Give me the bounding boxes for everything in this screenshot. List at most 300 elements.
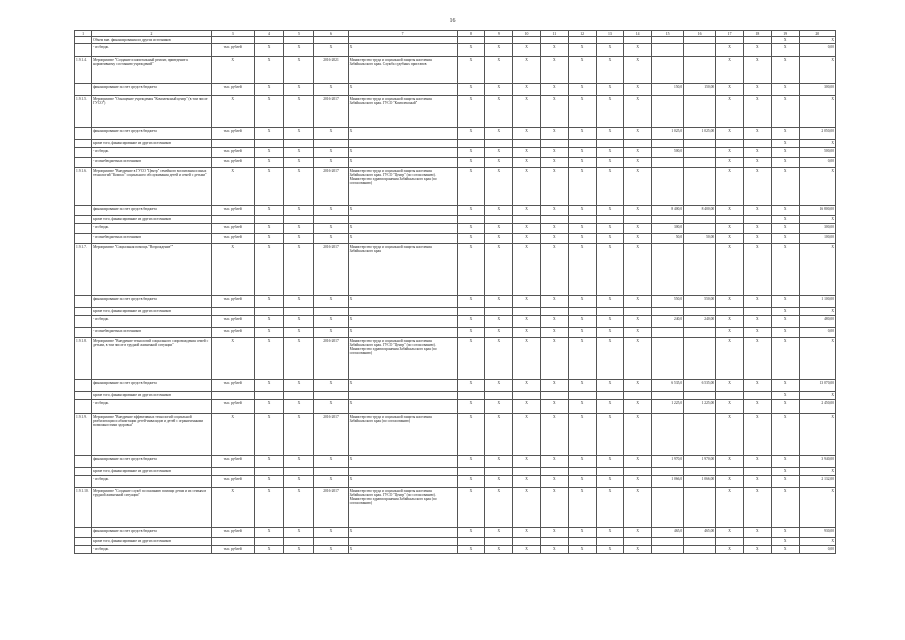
table-cell: Мероприятие "Внедрение эффективных технологий социальной реабилитации и абилитации детей-инвалидов и детей с ограниченными возможностями здоровья" — [92, 414, 212, 456]
table-cell — [485, 37, 513, 44]
table-cell — [716, 140, 744, 148]
table-cell: 150,00 — [684, 84, 716, 96]
table-cell — [652, 168, 684, 206]
table-cell: Х — [771, 158, 799, 168]
table-cell: Мероприятие "Социальная помощь "Возрождение"" — [92, 244, 212, 296]
table-cell — [684, 96, 716, 128]
table-cell: Х — [540, 488, 568, 528]
table-cell: Х — [284, 148, 314, 158]
table-cell: Х — [254, 546, 284, 554]
table-cell: Х — [716, 224, 744, 234]
table-cell: Х — [513, 328, 541, 338]
table-cell — [485, 392, 513, 400]
table-cell — [540, 308, 568, 316]
table-cell: Х — [457, 224, 485, 234]
table-cell: Х — [314, 296, 348, 308]
table-cell: Министерство труда и социальной защиты населения Забайкальского края. ГУСО "Центр" (по согласованию). Министерство здравоохранения Забайкальского края (по согласованию) — [348, 488, 457, 528]
table-cell: Х — [568, 476, 596, 488]
table-cell — [457, 468, 485, 476]
table-cell — [684, 224, 716, 234]
header-cell: 3 — [211, 31, 254, 37]
table-cell: 6 535,0 — [652, 380, 684, 392]
table-row — [75, 234, 836, 244]
table-cell: Х — [254, 338, 284, 380]
table-cell — [513, 392, 541, 400]
table-cell: Х — [624, 57, 652, 84]
table-cell: Х — [513, 528, 541, 538]
table-cell: 1 225,0 — [652, 400, 684, 414]
table-cell: Х — [457, 456, 485, 468]
table-cell: Х — [771, 392, 799, 400]
table-cell: Мероприятие "Внедрение в ГУСО "Центр" семейного воспитания и иных технологий "Компас" социального обслуживания детей и семей с детьми" — [92, 168, 212, 206]
table-cell: Х — [211, 338, 254, 380]
table-cell: Х — [513, 338, 541, 380]
table-cell: - из бюдж. — [92, 546, 212, 554]
table-cell — [254, 392, 284, 400]
table-cell: Х — [743, 168, 771, 206]
table-cell — [348, 308, 457, 316]
table-cell: 13 070,00 — [799, 380, 835, 392]
table-cell: кроме того, финансирование из других источников — [92, 392, 212, 400]
table-cell: Х — [624, 400, 652, 414]
table-cell: Х — [314, 316, 348, 328]
table-cell: Х — [716, 414, 744, 456]
table-cell: Х — [457, 414, 485, 456]
table-cell: Х — [743, 456, 771, 468]
table-cell: Х — [568, 414, 596, 456]
table-cell — [211, 37, 254, 44]
table-cell: Х — [284, 380, 314, 392]
table-cell: Х — [624, 128, 652, 140]
table-cell: Х — [348, 224, 457, 234]
table-cell: 1 970,0 — [652, 456, 684, 468]
table-cell: Х — [211, 244, 254, 296]
table-cell — [254, 37, 284, 44]
table-cell: Х — [596, 328, 624, 338]
table-cell: Х — [716, 244, 744, 296]
table-cell: 1 066,00 — [684, 476, 716, 488]
table-cell: Х — [314, 328, 348, 338]
table-row — [75, 392, 836, 400]
table-cell: Х — [284, 546, 314, 554]
table-cell: Х — [485, 328, 513, 338]
table-cell — [684, 414, 716, 456]
table-cell: Х — [568, 488, 596, 528]
table-cell: Х — [284, 296, 314, 308]
table-cell: Х — [540, 546, 568, 554]
table-cell — [596, 216, 624, 224]
table-cell: Х — [314, 234, 348, 244]
table-row — [75, 296, 836, 308]
table-cell: 0,00 — [799, 158, 835, 168]
table-cell: Х — [513, 546, 541, 554]
table-cell: Х — [743, 528, 771, 538]
table-cell — [568, 216, 596, 224]
table-cell: Х — [596, 57, 624, 84]
table-cell: Х — [716, 400, 744, 414]
table-cell — [624, 140, 652, 148]
table-cell: Х — [799, 244, 835, 296]
table-cell: Х — [716, 328, 744, 338]
table-cell — [568, 308, 596, 316]
table-cell — [75, 392, 92, 400]
table-cell — [652, 140, 684, 148]
table-cell: Х — [211, 96, 254, 128]
table-cell: Х — [284, 44, 314, 57]
table-cell — [652, 244, 684, 296]
table-cell: Х — [568, 316, 596, 328]
table-cell: Х — [771, 528, 799, 538]
table-cell: Х — [716, 476, 744, 488]
table-row — [75, 328, 836, 338]
table-cell: тыс. рублей — [211, 148, 254, 158]
table-cell: Х — [254, 128, 284, 140]
table-cell — [485, 308, 513, 316]
table-cell: тыс. рублей — [211, 296, 254, 308]
table-cell: Х — [254, 488, 284, 528]
table-cell: Х — [771, 216, 799, 224]
table-cell — [652, 308, 684, 316]
table-cell — [684, 338, 716, 380]
table-cell — [568, 392, 596, 400]
table-cell: Х — [771, 488, 799, 528]
table-cell — [284, 37, 314, 44]
table-cell: Х — [314, 206, 348, 216]
table-cell: Х — [540, 96, 568, 128]
table-cell: 8 400,00 — [684, 206, 716, 216]
table-cell: 1.9.1.4. — [75, 57, 92, 84]
table-cell — [211, 538, 254, 546]
table-cell: Х — [348, 296, 457, 308]
table-cell: 500,0 — [652, 148, 684, 158]
table-cell — [284, 538, 314, 546]
table-cell: 2016-2017 — [314, 96, 348, 128]
table-cell — [716, 392, 744, 400]
table-cell: Х — [716, 44, 744, 57]
table-cell: Х — [743, 84, 771, 96]
table-cell: Министерство труда и социальной защиты населения Забайкальского края. ГУСО "Комплексный" — [348, 96, 457, 128]
table-cell: тыс. рублей — [211, 400, 254, 414]
table-cell: Х — [596, 528, 624, 538]
table-cell: Х — [457, 57, 485, 84]
table-cell: Х — [457, 296, 485, 308]
table-cell: 480,00 — [799, 316, 835, 328]
table-cell: Х — [284, 168, 314, 206]
table-cell: Х — [348, 400, 457, 414]
table-cell — [485, 216, 513, 224]
table-cell: Х — [254, 168, 284, 206]
table-cell — [652, 488, 684, 528]
table-cell: Х — [348, 158, 457, 168]
table-cell — [716, 308, 744, 316]
table-cell: Х — [540, 128, 568, 140]
table-cell: Х — [284, 338, 314, 380]
table-cell: Х — [284, 528, 314, 538]
data-table — [74, 30, 836, 554]
table-cell: Х — [568, 234, 596, 244]
table-cell: Х — [568, 244, 596, 296]
table-cell: Х — [743, 400, 771, 414]
table-cell: тыс. рублей — [211, 44, 254, 57]
table-cell — [684, 57, 716, 84]
table-cell — [684, 392, 716, 400]
table-cell: Х — [799, 392, 835, 400]
table-cell: Х — [771, 538, 799, 546]
table-cell: Х — [513, 316, 541, 328]
table-cell — [684, 37, 716, 44]
table-cell: Х — [624, 84, 652, 96]
table-cell: Х — [284, 96, 314, 128]
table-cell: Х — [457, 244, 485, 296]
table-cell: Х — [568, 96, 596, 128]
table-cell: Х — [596, 414, 624, 456]
table-cell: - из внебюджетных источников — [92, 234, 212, 244]
table-cell: 240,0 — [652, 316, 684, 328]
table-cell — [457, 37, 485, 44]
table-cell: 1.9.1.10. — [75, 488, 92, 528]
table-cell: Х — [254, 476, 284, 488]
table-cell — [540, 37, 568, 44]
table-row — [75, 216, 836, 224]
table-cell: тыс. рублей — [211, 128, 254, 140]
table-cell — [596, 37, 624, 44]
table-cell: Х — [771, 328, 799, 338]
table-cell: Х — [485, 476, 513, 488]
table-cell — [743, 216, 771, 224]
table-cell: Х — [743, 206, 771, 216]
table-cell — [596, 308, 624, 316]
table-cell: Х — [457, 206, 485, 216]
table-cell: - из внебюджетных источников — [92, 158, 212, 168]
header-cell: 14 — [624, 31, 652, 37]
table-cell: 2016-2017 — [314, 338, 348, 380]
table-cell — [624, 468, 652, 476]
table-cell: Х — [457, 328, 485, 338]
table-cell: Х — [568, 128, 596, 140]
table-cell: Х — [716, 128, 744, 140]
table-cell: Х — [348, 546, 457, 554]
table-cell: 1.9.1.5. — [75, 96, 92, 128]
table-cell: - из бюдж. — [92, 316, 212, 328]
table-cell — [75, 84, 92, 96]
table-cell: Х — [771, 37, 799, 44]
table-cell: Х — [314, 224, 348, 234]
table-cell: Х — [624, 456, 652, 468]
table-cell — [716, 468, 744, 476]
table-cell: Х — [771, 546, 799, 554]
table-cell: Х — [457, 168, 485, 206]
table-cell: Х — [743, 148, 771, 158]
table-cell: Х — [771, 224, 799, 234]
table-cell: Х — [485, 296, 513, 308]
table-cell — [348, 37, 457, 44]
table-cell: 550,00 — [684, 296, 716, 308]
table-cell — [684, 168, 716, 206]
table-cell: Х — [513, 456, 541, 468]
table-cell: Х — [743, 328, 771, 338]
table-cell — [75, 44, 92, 57]
table-cell — [743, 468, 771, 476]
table-cell: - из бюдж. — [92, 224, 212, 234]
table-cell: Х — [211, 488, 254, 528]
table-cell: тыс. рублей — [211, 456, 254, 468]
table-cell: Х — [284, 234, 314, 244]
table-cell: финансирование за счет средств бюджета — [92, 528, 212, 538]
table-cell — [75, 148, 92, 158]
table-cell: Х — [254, 234, 284, 244]
table-cell — [596, 140, 624, 148]
table-cell — [513, 308, 541, 316]
table-cell: Х — [348, 380, 457, 392]
table-cell: Х — [716, 234, 744, 244]
table-cell: Х — [348, 84, 457, 96]
table-cell: 1 066,0 — [652, 476, 684, 488]
table-cell: Министерство труда и социальной защиты населения Забайкальского края. ГУСО "Центр" (по согласованию). Министерство здравоохранения Забайкальского края (по согласованию) — [348, 168, 457, 206]
header-cell: 6 — [314, 31, 348, 37]
table-cell: Х — [568, 158, 596, 168]
header-cell: 9 — [485, 31, 513, 37]
table-cell: Х — [771, 414, 799, 456]
table-row — [75, 488, 836, 528]
table-cell: Х — [624, 224, 652, 234]
table-cell: Х — [513, 296, 541, 308]
table-cell: 1.9.1.7. — [75, 244, 92, 296]
table-cell: Х — [485, 44, 513, 57]
table-cell: Х — [348, 316, 457, 328]
table-cell: Х — [284, 206, 314, 216]
table-cell — [254, 468, 284, 476]
table-cell: Х — [513, 158, 541, 168]
table-cell: тыс. рублей — [211, 224, 254, 234]
page-number: 16 — [449, 18, 456, 24]
table-cell — [684, 244, 716, 296]
table-cell: - из бюдж. — [92, 148, 212, 158]
table-cell: тыс. рублей — [211, 528, 254, 538]
table-cell: Х — [485, 456, 513, 468]
table-cell — [540, 468, 568, 476]
table-cell — [348, 468, 457, 476]
header-cell: 16 — [684, 31, 716, 37]
table-cell: Х — [254, 57, 284, 84]
table-cell: Х — [624, 234, 652, 244]
table-cell: 300,00 — [799, 84, 835, 96]
table-cell: Х — [457, 148, 485, 158]
table-cell: 2016-2017 — [314, 414, 348, 456]
table-cell: Х — [314, 456, 348, 468]
table-cell: Х — [513, 400, 541, 414]
table-cell — [652, 414, 684, 456]
table-cell: Х — [284, 414, 314, 456]
table-row — [75, 476, 836, 488]
table-cell: Х — [540, 456, 568, 468]
table-cell: Х — [716, 546, 744, 554]
table-cell — [314, 538, 348, 546]
table-cell: тыс. рублей — [211, 316, 254, 328]
table-cell: 465,0 — [652, 528, 684, 538]
table-cell: Х — [624, 96, 652, 128]
table-cell: Х — [540, 316, 568, 328]
table-cell — [716, 216, 744, 224]
table-cell: Х — [254, 380, 284, 392]
table-cell — [540, 140, 568, 148]
table-cell: Х — [716, 96, 744, 128]
table-cell: финансирование за счет средств бюджета — [92, 206, 212, 216]
table-row — [75, 400, 836, 414]
table-cell: Х — [284, 488, 314, 528]
table-cell: - из внебюджетных источников — [92, 328, 212, 338]
table-cell: Х — [485, 414, 513, 456]
table-cell: Министерство труда и социальной защиты населения Забайкальского края. ГУСО "Центр" (по согласованию). Министерство здравоохранения Забайкальского края (по согласованию) — [348, 338, 457, 380]
table-cell: Х — [568, 296, 596, 308]
table-cell — [75, 456, 92, 468]
table-cell — [284, 468, 314, 476]
table-cell: Х — [485, 338, 513, 380]
table-cell: Х — [596, 234, 624, 244]
table-cell: Х — [743, 296, 771, 308]
table-cell: Х — [771, 148, 799, 158]
table-cell: Х — [771, 168, 799, 206]
table-row — [75, 316, 836, 328]
table-cell: Х — [284, 328, 314, 338]
table-cell: 8 400,0 — [652, 206, 684, 216]
table-cell: Х — [540, 44, 568, 57]
table-cell: Х — [348, 476, 457, 488]
table-cell — [624, 308, 652, 316]
table-cell: Х — [568, 168, 596, 206]
table-cell: 2 132,00 — [799, 476, 835, 488]
table-cell: финансирование за счет средств бюджета — [92, 296, 212, 308]
table-cell: Х — [568, 338, 596, 380]
table-cell — [254, 216, 284, 224]
table-cell: Х — [254, 316, 284, 328]
table-cell — [513, 468, 541, 476]
table-cell — [314, 37, 348, 44]
table-cell: Х — [799, 37, 835, 44]
table-cell — [716, 538, 744, 546]
table-cell: тыс. рублей — [211, 84, 254, 96]
table-cell — [457, 392, 485, 400]
table-cell — [652, 96, 684, 128]
table-cell: 16 800,00 — [799, 206, 835, 216]
table-cell: Х — [314, 546, 348, 554]
table-cell: Х — [568, 456, 596, 468]
table-cell: Х — [254, 528, 284, 538]
table-cell — [457, 140, 485, 148]
table-cell: Х — [596, 206, 624, 216]
table-cell: Х — [568, 528, 596, 538]
table-cell: Х — [314, 148, 348, 158]
table-cell: 2016-2017 — [314, 488, 348, 528]
table-cell: тыс. рублей — [211, 546, 254, 554]
table-cell — [75, 400, 92, 414]
table-cell: Х — [314, 128, 348, 140]
table-cell: Х — [457, 380, 485, 392]
table-row — [75, 546, 836, 554]
table-cell: Х — [596, 456, 624, 468]
table-cell: Х — [799, 168, 835, 206]
table-cell: Х — [254, 84, 284, 96]
table-cell — [314, 140, 348, 148]
table-cell — [314, 216, 348, 224]
table-cell: финансирование за счет средств бюджета — [92, 380, 212, 392]
table-cell — [684, 468, 716, 476]
table-cell: Х — [457, 96, 485, 128]
table-cell — [75, 380, 92, 392]
table-cell: Х — [540, 234, 568, 244]
table-cell: финансирование за счет средств бюджета — [92, 84, 212, 96]
table-cell: Х — [568, 57, 596, 84]
table-cell: Х — [513, 206, 541, 216]
